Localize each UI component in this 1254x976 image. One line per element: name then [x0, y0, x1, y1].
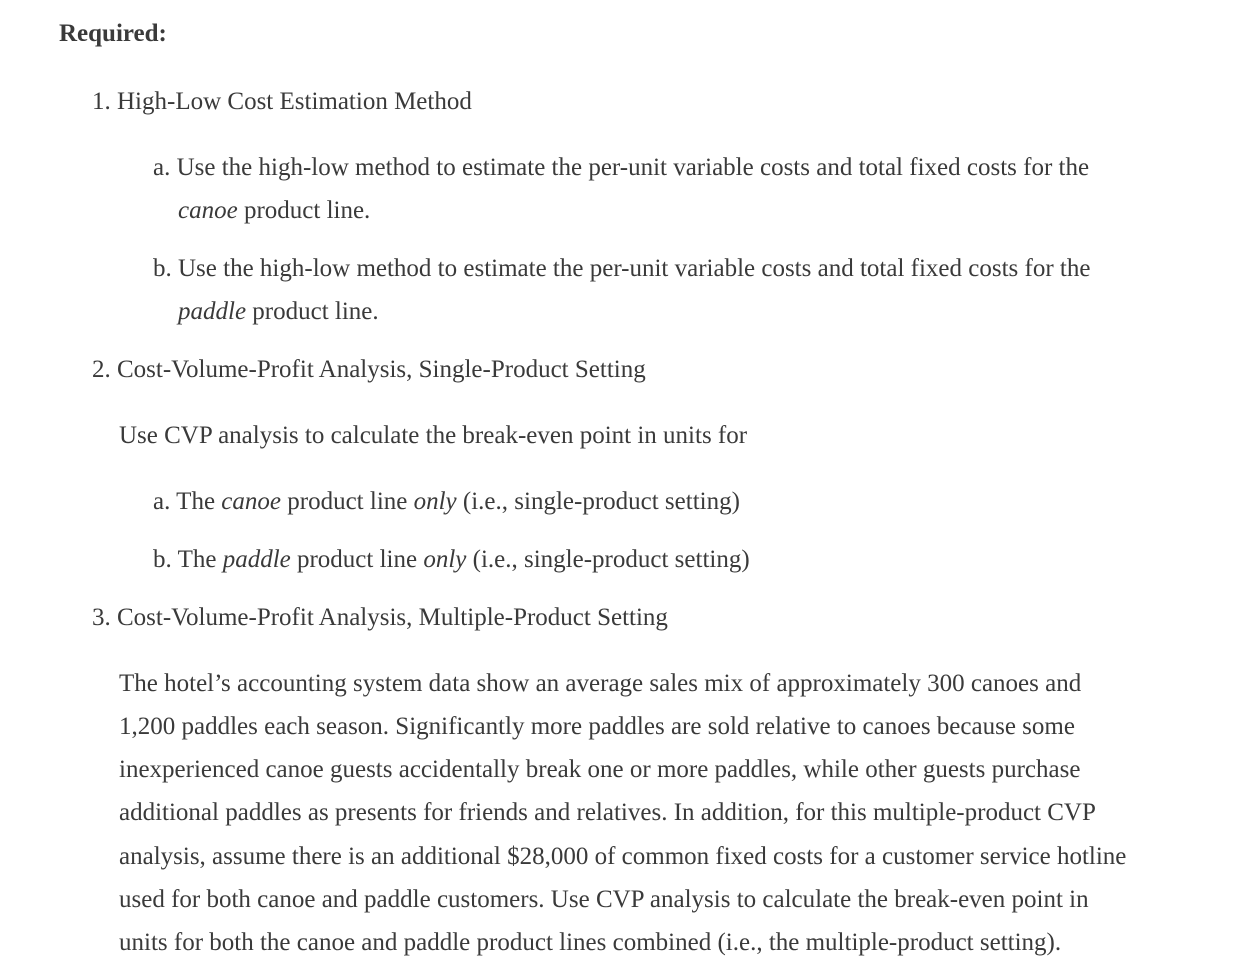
item-1b-rest: product line. — [246, 298, 379, 325]
item-2b-letter: b. — [153, 546, 172, 573]
item-2b-em-product: paddle — [222, 546, 291, 573]
item-1b-emphasis: paddle — [178, 298, 247, 325]
item-1b-text: Use the high-low method to estimate the per-unit variable costs and total fixed costs for the — [178, 255, 1091, 282]
item-3-paragraph-line: 1,200 paddles each season. Significantly more paddles are sold relative to canoes because some — [119, 713, 1075, 740]
item-2b-pre: The — [177, 546, 223, 573]
item-2b-em-only: only — [423, 546, 467, 573]
item-2a — [153, 484, 740, 520]
item-3-paragraph-line: analysis, assume there is an additional $28,000 of common fixed costs for a customer service hotline — [119, 843, 1127, 870]
item-3-paragraph-line: The hotel’s accounting system data show an average sales mix of approximately 300 canoes and — [119, 670, 1082, 697]
required-heading: Required: — [59, 20, 167, 47]
item-2-title-text: Cost-Volume-Profit Analysis, Single-Product Setting — [117, 356, 646, 383]
item-1a-text: Use the high-low method to estimate the per-unit variable costs and total fixed costs for the — [176, 154, 1090, 181]
item-2-title — [92, 352, 646, 388]
item-1b-line-2 — [178, 294, 379, 330]
item-1a-line-2 — [178, 193, 370, 229]
item-1a-line-1 — [153, 150, 1089, 186]
item-3-paragraph-line: used for both canoe and paddle customers. Use CVP analysis to calculate the break-even point in — [119, 886, 1089, 913]
item-1b-line-1 — [153, 251, 1090, 287]
item-1a-letter: a. — [153, 154, 171, 181]
item-2a-em-only: only — [413, 488, 457, 515]
item-2b-post: (i.e., single-product setting) — [466, 546, 750, 573]
item-2a-mid: product line — [281, 488, 414, 515]
item-1a-emphasis: canoe — [178, 197, 238, 224]
item-1-title — [92, 84, 472, 120]
item-3-number: 3. — [92, 604, 111, 631]
item-2-intro: Use CVP analysis to calculate the break-even point in units for — [119, 422, 748, 449]
item-1a-rest: product line. — [237, 197, 371, 224]
item-2-number: 2. — [92, 356, 111, 383]
item-3-paragraph-line: units for both the canoe and paddle product lines combined (i.e., the multiple-product setting). — [119, 929, 1062, 956]
item-3-paragraph-line: inexperienced canoe guests accidentally break one or more paddles, while other guests purchase — [119, 756, 1081, 783]
item-1-number: 1. — [92, 88, 111, 115]
item-1b-letter: b. — [153, 255, 172, 282]
item-3-paragraph-line: additional paddles as presents for friends and relatives. In addition, for this multiple-product CVP — [119, 799, 1096, 826]
item-1-title-text: High-Low Cost Estimation Method — [117, 88, 472, 115]
item-2b — [153, 542, 750, 578]
item-2a-em-product: canoe — [221, 488, 281, 515]
item-3-title — [92, 600, 668, 636]
item-2a-post: (i.e., single-product setting) — [456, 488, 740, 515]
item-2a-letter: a. — [153, 488, 171, 515]
item-3-title-text: Cost-Volume-Profit Analysis, Multiple-Product Setting — [117, 604, 668, 631]
item-2a-pre: The — [176, 488, 222, 515]
item-2b-mid: product line — [290, 546, 424, 573]
